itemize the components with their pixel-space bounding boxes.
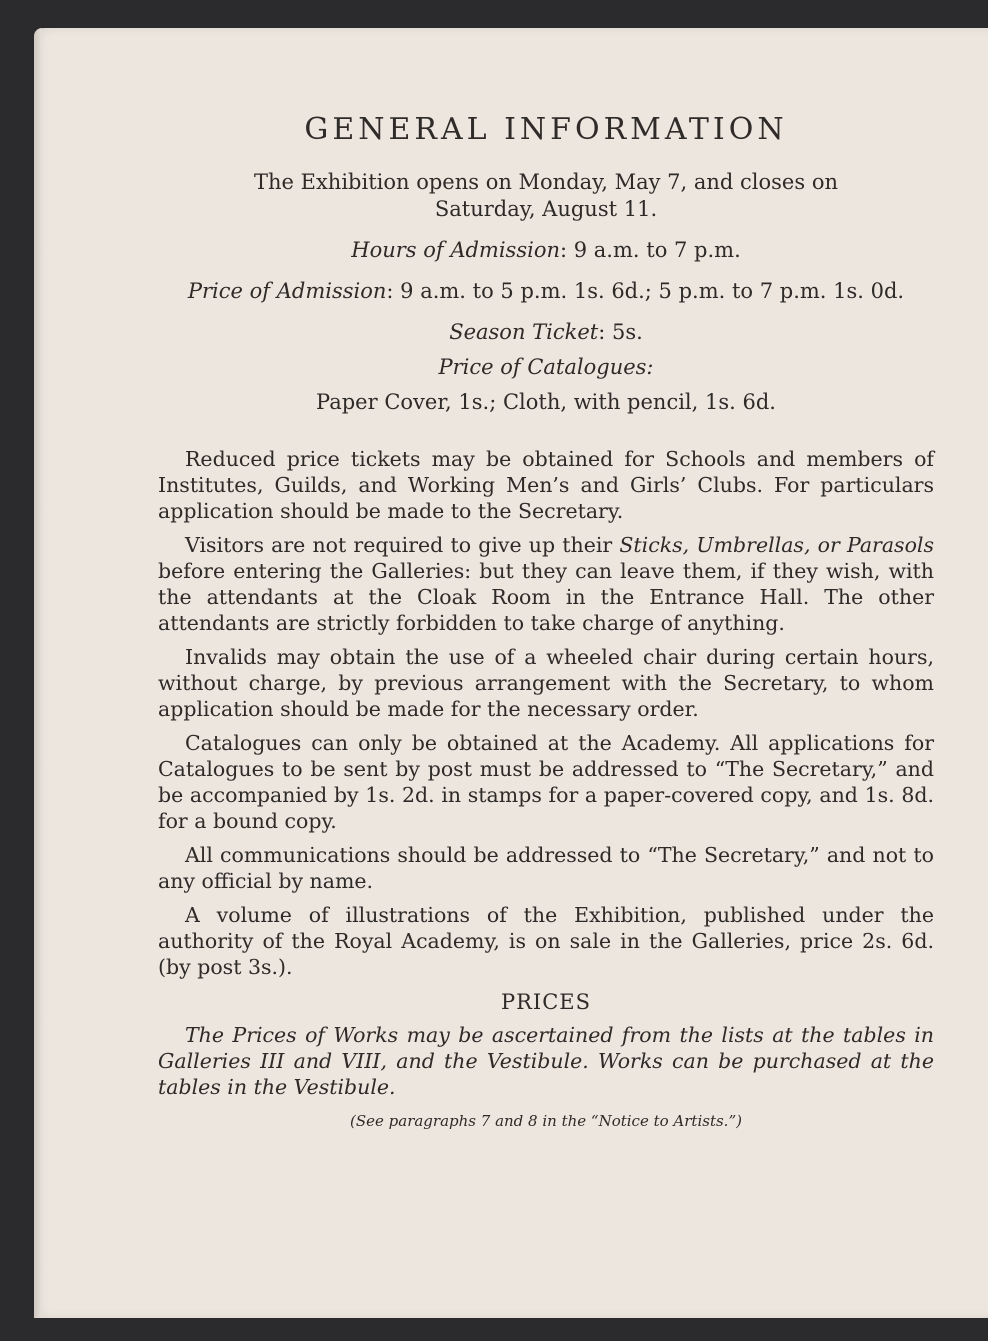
hours-value: 9 a.m. to 7 p.m. xyxy=(567,238,741,262)
visitors-paragraph xyxy=(158,532,934,636)
price-value: 9 a.m. to 5 p.m. 1s. 6d.; 5 p.m. to 7 p.m. 1s. 0d. xyxy=(393,279,905,303)
invalids-paragraph: Invalids may obtain the use of a wheeled chair during certain hours, without charge, by previous arrangement with the Secretary, to whom application should be made for the necessary order. xyxy=(158,645,934,721)
catalogue-label-text: Price of Catalogues: xyxy=(438,355,654,379)
page-content xyxy=(158,112,934,1130)
page-edge xyxy=(34,28,42,1318)
season-ticket: Season Ticket: 5s. xyxy=(449,320,643,344)
page-title: GENERAL INFORMATION xyxy=(304,112,788,147)
catalogue-price-value: Paper Cover, 1s.; Cloth, with pencil, 1s. 6d. xyxy=(316,390,776,414)
visitors-text-b: before entering the Galleries: but they can leave them, if they wish, with the attendants at the Cloak Room in the Entrance Hall. The other attendants are strictly forbidden to take charge of anything. xyxy=(158,559,934,635)
hours-label: Hours of Admission xyxy=(351,238,560,262)
price-label: Price of Admission xyxy=(187,279,387,303)
catalogues-paragraph: Catalogues can only be obtained at the Academy. All applications for Catalogues to be sent by post must be addressed to “The Secretary,” and be accompanied by 1s. 2d. in stamps for a paper-covered copy, and 1s. 8d. for a bound copy. xyxy=(158,731,934,833)
volume-paragraph: A volume of illustrations of the Exhibition, published under the authority of the Royal Academy, is on sale in the Galleries, price 2s. 6d. (by post 3s.). xyxy=(158,903,934,979)
prices-paragraph: The Prices of Works may be ascertained from the lists at the tables in Galleries III and VIII, and the Vestibule. Works can be purchased at the tables in the Vestibule. xyxy=(158,1023,934,1099)
artists-notice-reference: (See paragraphs 7 and 8 in the “Notice to Artists.”) xyxy=(350,1112,742,1130)
season-label: Season Ticket xyxy=(449,320,599,344)
communications-paragraph: All communications should be addressed to “The Secretary,” and not to any official by name. xyxy=(158,843,934,893)
season-value: 5s. xyxy=(605,320,643,344)
hours-of-admission: Hours of Admission: 9 a.m. to 7 p.m. xyxy=(351,238,741,262)
visitors-items: Sticks, Umbrellas, or Parasols xyxy=(619,533,935,557)
visitors-text-a: Visitors are not required to give up their xyxy=(185,533,620,557)
catalogue-price-label xyxy=(158,354,934,381)
prices-heading: PRICES xyxy=(500,990,592,1014)
opening-line-2: Saturday, August 11. xyxy=(434,197,658,221)
opening-line-1: The Exhibition opens on Monday, May 7, and closes on xyxy=(254,170,838,194)
price-of-admission: Price of Admission: 9 a.m. to 5 p.m. 1s. 6d.; 5 p.m. to 7 p.m. 1s. 0d. xyxy=(187,279,905,303)
reduced-price-paragraph: Reduced price tickets may be obtained for Schools and members of Institutes, Guilds, and Working Men’s and Girls’ Clubs. For particulars application should be made to the Secretary. xyxy=(158,447,934,523)
